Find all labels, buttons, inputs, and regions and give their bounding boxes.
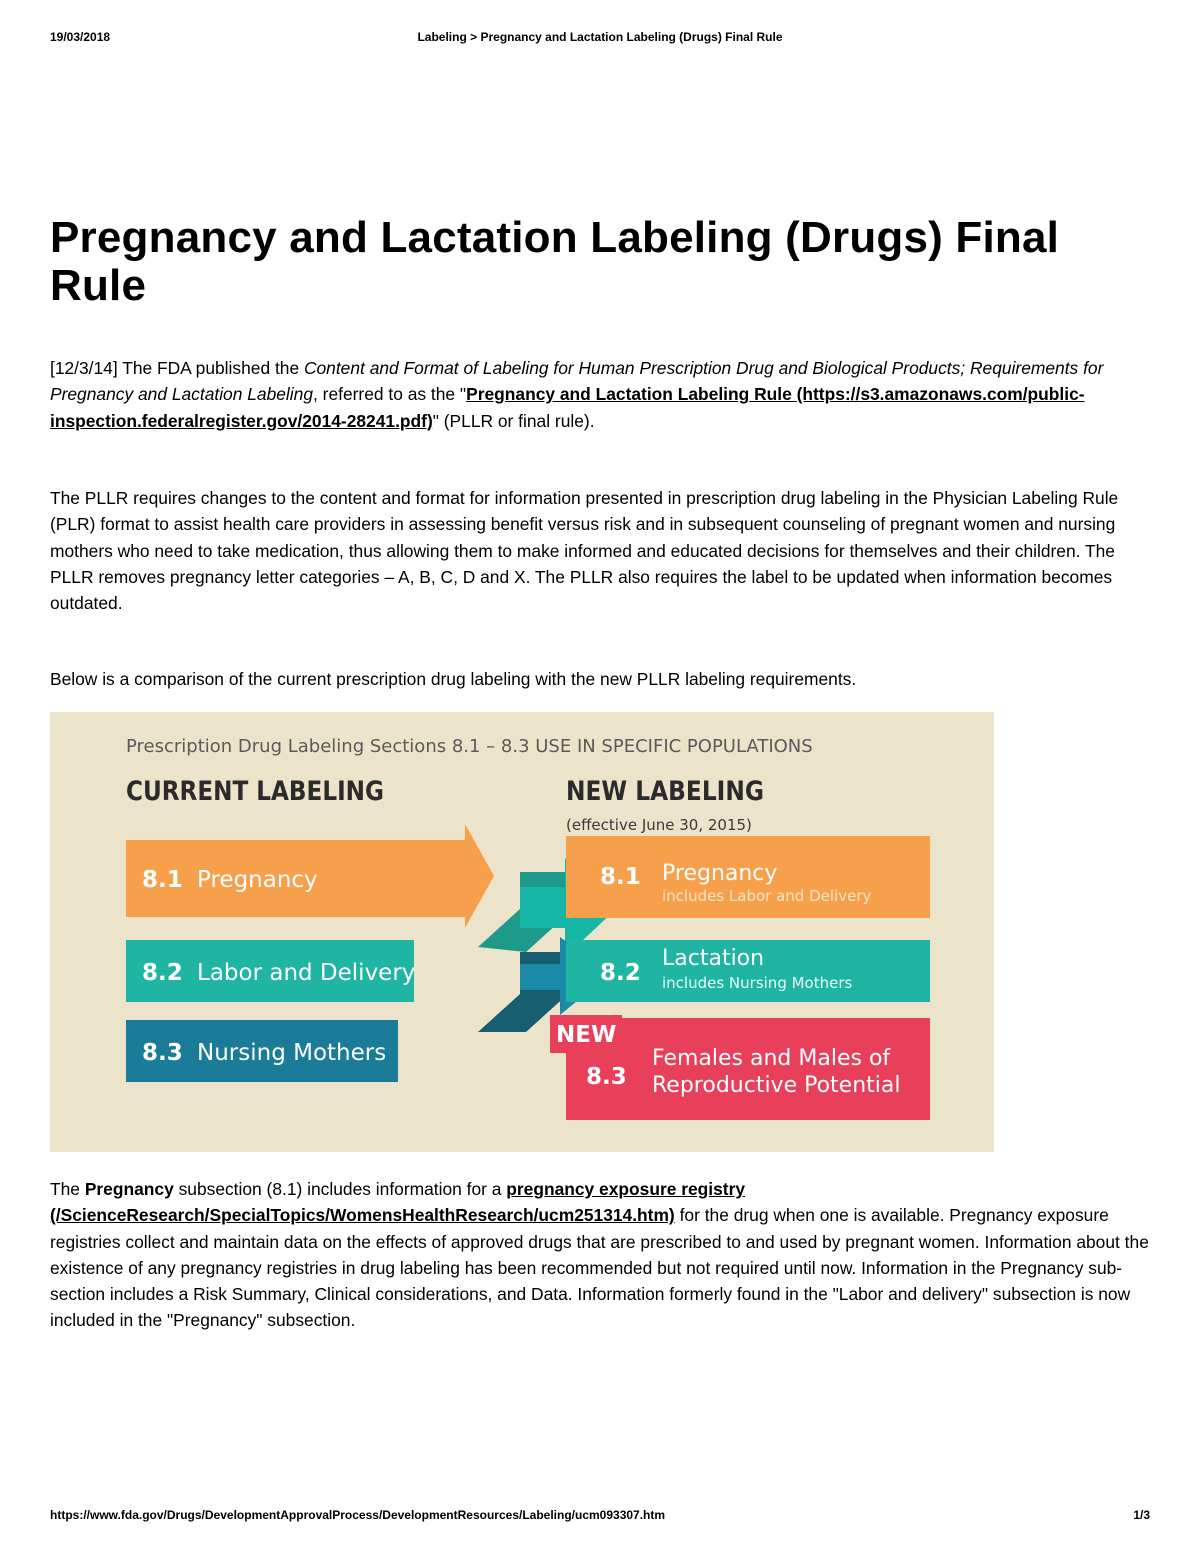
infographic-heading: Prescription Drug Labeling Sections 8.1 – 8.3 USE IN SPECIFIC POPULATIONS (126, 736, 813, 757)
intro-text: The FDA published the (117, 358, 304, 378)
pllr-description-paragraph: The PLLR requires changes to the content and format for information presented in prescription drug labeling in the Physician Labeling Rule (PLR) format to assist health care providers in assessing benefit versus risk and in subsequent counseling of pregnant women and nursing mothers who need to take medication, thus allowing them to make informed and educated decisions for themselves and their children. The PLLR removes pregnancy letter categories – A, B, C, D and X. The PLLR also requires the label to be updated when information becomes outdated. (50, 488, 1119, 614)
footer-page-number: 1/3 (1133, 1508, 1150, 1522)
pregnancy-subsection-paragraph (50, 1176, 1150, 1334)
new-8-2-sublabel: includes Nursing Mothers (662, 974, 853, 992)
infographic-svg (50, 712, 994, 1152)
p4-text: for the drug when one is available. Pregnancy exposure registries collect and maintain data on the effects of approved drugs that are prescribed to and used by pregnant women. Information about the existence of any pregnancy registries in drug labeling has been recommended but not required until now. Information in the Pregnancy sub-section includes a Risk Summary, Clinical considerations, and Data. Information formerly found in the "Labor and delivery" subsection is now included in the "Pregnancy" subsection. (50, 1205, 1149, 1331)
new-8-3-number: 8.3 (586, 1064, 627, 1090)
p4-text: The (50, 1179, 85, 1199)
pregnancy-registry-link[interactable]: pregnancy exposure registry (/ScienceResearch/SpecialTopics/WomensHealthResearch/ucm251314.htm) (50, 1179, 746, 1226)
new-labeling-title: NEW LABELING (566, 776, 764, 807)
new-8-1-label: Pregnancy (662, 861, 778, 886)
publish-date: [12/3/14] (50, 358, 118, 378)
current-8-3-number: 8.3 (142, 1040, 183, 1066)
current-8-2-number: 8.2 (142, 960, 183, 986)
current-8-1-number: 8.1 (142, 867, 183, 893)
new-8-3-label-line2: Reproductive Potential (652, 1073, 901, 1098)
rule-title: Content and Format of Labeling for Human Prescription Drug and Biological Products; Requirements for Pregnancy and Lactation Labeling (50, 358, 1104, 405)
header-breadcrumb: Labeling > Pregnancy and Lactation Labeling (Drugs) Final Rule (417, 30, 783, 44)
page-title: Pregnancy and Lactation Labeling (Drugs) Final Rule (50, 213, 1060, 310)
current-8-2-label: Labor and Delivery (197, 960, 416, 986)
intro-text: " (PLLR or final rule). (432, 410, 595, 431)
current-8-3-label: Nursing Mothers (197, 1040, 387, 1066)
footer-url: https://www.fda.gov/Drugs/DevelopmentApprovalProcess/DevelopmentResources/Labeling/ucm093307.htm (50, 1508, 666, 1522)
new-8-2-number: 8.2 (600, 960, 641, 986)
labeling-comparison-infographic (50, 712, 994, 1152)
new-badge: NEW (556, 1022, 617, 1048)
pllr-link[interactable]: Pregnancy and Lactation Labeling Rule (https://s3.amazonaws.com/public-inspection.federalregister.gov/2014-28241.pdf) (50, 384, 1085, 431)
new-8-3-label-line1: Females and Males of (652, 1046, 891, 1071)
current-labeling-title: CURRENT LABELING (126, 776, 384, 807)
new-8-2-label: Lactation (662, 946, 765, 971)
intro-text: , referred to as the " (313, 384, 467, 405)
p4-text: subsection (8.1) includes information for a (173, 1179, 507, 1199)
new-8-1-sublabel: includes Labor and Delivery (662, 887, 872, 905)
new-labeling-effective-date: (effective June 30, 2015) (566, 816, 752, 834)
current-8-1-label: Pregnancy (197, 867, 318, 893)
comparison-intro-paragraph: Below is a comparison of the current prescription drug labeling with the new PLLR labeling requirements. (50, 669, 857, 689)
pregnancy-term: Pregnancy (84, 1179, 174, 1199)
header-date: 19/03/2018 (50, 30, 111, 44)
new-8-1-number: 8.1 (600, 864, 641, 890)
intro-paragraph (50, 355, 1150, 434)
